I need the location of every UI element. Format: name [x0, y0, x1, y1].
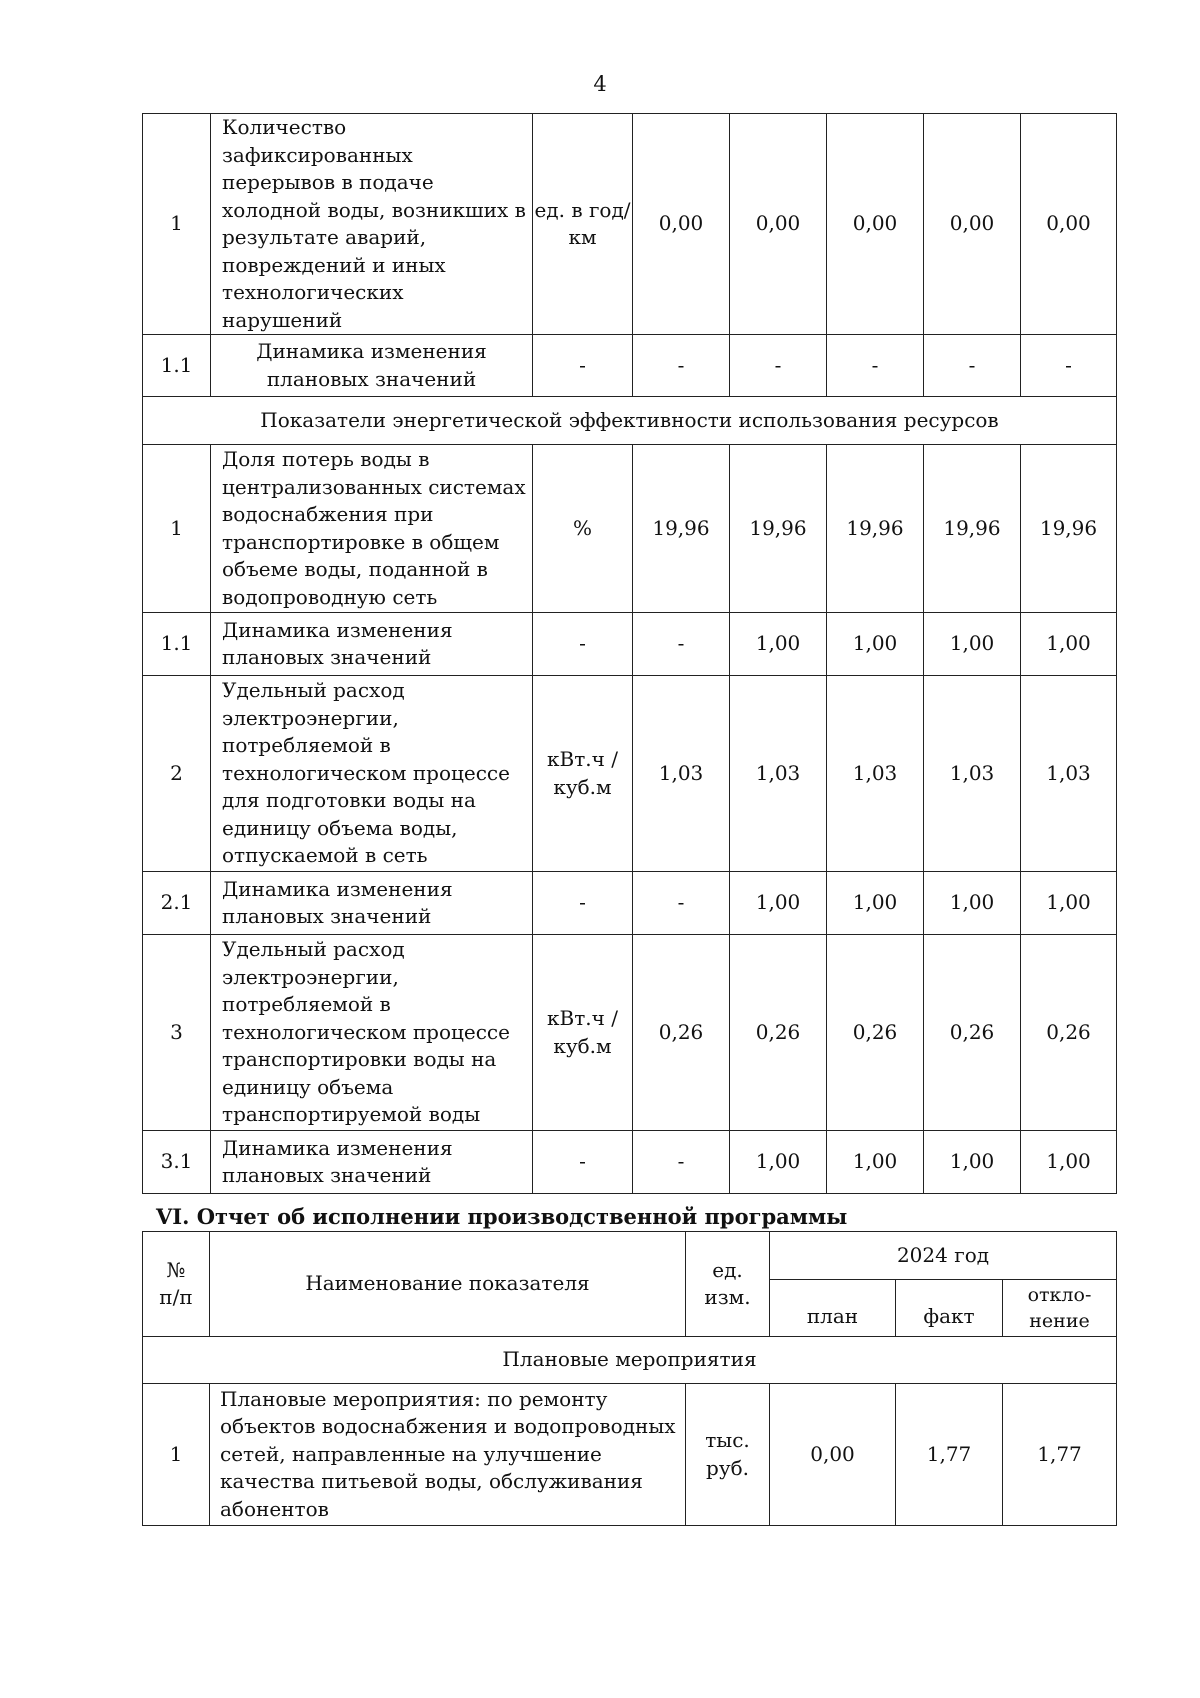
table-row	[143, 676, 1117, 872]
fact-value: 1,77	[896, 1384, 1003, 1526]
plan-value: 0,00	[770, 1384, 896, 1526]
value-cell: 1,00	[924, 613, 1021, 676]
unit-cell: ед. в год/ км	[533, 114, 633, 335]
row-number: 2	[143, 676, 211, 872]
unit-cell: -	[533, 335, 633, 397]
fact-header: факт	[896, 1280, 1003, 1337]
indicator-name: Динамика изменения плановых значений	[211, 872, 533, 935]
unit-cell: тыс. руб.	[686, 1384, 770, 1526]
table-row	[143, 1131, 1117, 1194]
deviation-value: 1,77	[1003, 1384, 1117, 1526]
row-number: 1	[143, 445, 211, 613]
deviation-header: откло-нение	[1003, 1280, 1117, 1337]
indicator-name: Удельный расход электроэнергии, потребляемой в технологическом процессе транспортировки воды на единицу объема транспортируемой воды	[211, 935, 533, 1131]
section-header-row	[143, 397, 1117, 445]
unit-header: ед. изм.	[686, 1232, 770, 1337]
indicator-name: Динамика изменения плановых значений	[211, 1131, 533, 1194]
row-number: 2.1	[143, 872, 211, 935]
value-cell: 0,00	[730, 114, 827, 335]
subheader-row	[143, 1337, 1117, 1384]
table-row	[143, 613, 1117, 676]
value-cell: 0,00	[924, 114, 1021, 335]
num-header: № п/п	[143, 1232, 210, 1337]
table-row	[143, 114, 1117, 335]
section-header: Показатели энергетической эффективности использования ресурсов	[143, 397, 1117, 445]
value-cell: 0,00	[827, 114, 924, 335]
indicator-name: Доля потерь воды в централизованных системах водоснабжения при транспортировке в общем объеме воды, поданной в водопроводную сеть	[211, 445, 533, 613]
report-table	[142, 1231, 1117, 1526]
table-row	[143, 445, 1117, 613]
section-title: VI. Отчет об исполнении производственной программы	[156, 1204, 848, 1229]
value-cell: 1,00	[730, 613, 827, 676]
value-cell: -	[633, 613, 730, 676]
table-row	[143, 1384, 1117, 1526]
value-cell: 1,03	[827, 676, 924, 872]
value-cell: 1,00	[924, 1131, 1021, 1194]
header-row	[143, 1232, 1117, 1280]
measure-name: Плановые мероприятия: по ремонту объектов водоснабжения и водопроводных сетей, направленные на улучшение качества питьевой воды, обслуживания абонентов	[210, 1384, 686, 1526]
indicator-name: Удельный расход электроэнергии, потребляемой в технологическом процессе для подготовки воды на единицу объема воды, отпускаемой в сеть	[211, 676, 533, 872]
value-cell: -	[633, 335, 730, 397]
value-cell: 1,03	[633, 676, 730, 872]
value-cell: 1,00	[827, 613, 924, 676]
value-cell: 1,03	[924, 676, 1021, 872]
value-cell: 19,96	[924, 445, 1021, 613]
row-number: 1	[143, 1384, 210, 1526]
indicators-table	[142, 113, 1117, 1194]
row-number: 1	[143, 114, 211, 335]
value-cell: 1,00	[827, 1131, 924, 1194]
indicator-name: Динамика изменения плановых значений	[211, 335, 533, 397]
table-row	[143, 335, 1117, 397]
indicator-name: Динамика изменения плановых значений	[211, 613, 533, 676]
row-number: 3.1	[143, 1131, 211, 1194]
value-cell: 1,00	[1021, 1131, 1117, 1194]
value-cell: 0,26	[924, 935, 1021, 1131]
value-cell: 19,96	[827, 445, 924, 613]
value-cell: 0,26	[633, 935, 730, 1131]
value-cell: 1,00	[827, 872, 924, 935]
table-row	[143, 935, 1117, 1131]
value-cell: -	[730, 335, 827, 397]
value-cell: -	[1021, 335, 1117, 397]
subheader: Плановые мероприятия	[143, 1337, 1117, 1384]
unit-cell: кВт.ч / куб.м	[533, 935, 633, 1131]
value-cell: -	[633, 872, 730, 935]
value-cell: 1,00	[924, 872, 1021, 935]
value-cell: 0,26	[730, 935, 827, 1131]
value-cell: 19,96	[1021, 445, 1117, 613]
row-number: 1.1	[143, 335, 211, 397]
unit-cell: %	[533, 445, 633, 613]
unit-cell: кВт.ч / куб.м	[533, 676, 633, 872]
plan-header: план	[770, 1280, 896, 1337]
value-cell: 0,00	[633, 114, 730, 335]
value-cell: 0,26	[827, 935, 924, 1131]
value-cell: 1,03	[1021, 676, 1117, 872]
indicator-name: Количество зафиксированных перерывов в подаче холодной воды, возникших в результате аварий, повреждений и иных технологических нарушений	[211, 114, 533, 335]
page-number: 4	[593, 72, 607, 96]
row-number: 3	[143, 935, 211, 1131]
value-cell: 1,03	[730, 676, 827, 872]
value-cell: 19,96	[633, 445, 730, 613]
table-row	[143, 872, 1117, 935]
value-cell: 0,26	[1021, 935, 1117, 1131]
value-cell: -	[827, 335, 924, 397]
value-cell: 1,00	[730, 872, 827, 935]
value-cell: 1,00	[1021, 613, 1117, 676]
unit-cell: -	[533, 872, 633, 935]
year-header: 2024 год	[770, 1232, 1117, 1280]
unit-cell: -	[533, 613, 633, 676]
name-header: Наименование показателя	[210, 1232, 686, 1337]
unit-cell: -	[533, 1131, 633, 1194]
value-cell: 19,96	[730, 445, 827, 613]
value-cell: -	[633, 1131, 730, 1194]
value-cell: 1,00	[730, 1131, 827, 1194]
value-cell: 1,00	[1021, 872, 1117, 935]
row-number: 1.1	[143, 613, 211, 676]
value-cell: -	[924, 335, 1021, 397]
value-cell: 0,00	[1021, 114, 1117, 335]
